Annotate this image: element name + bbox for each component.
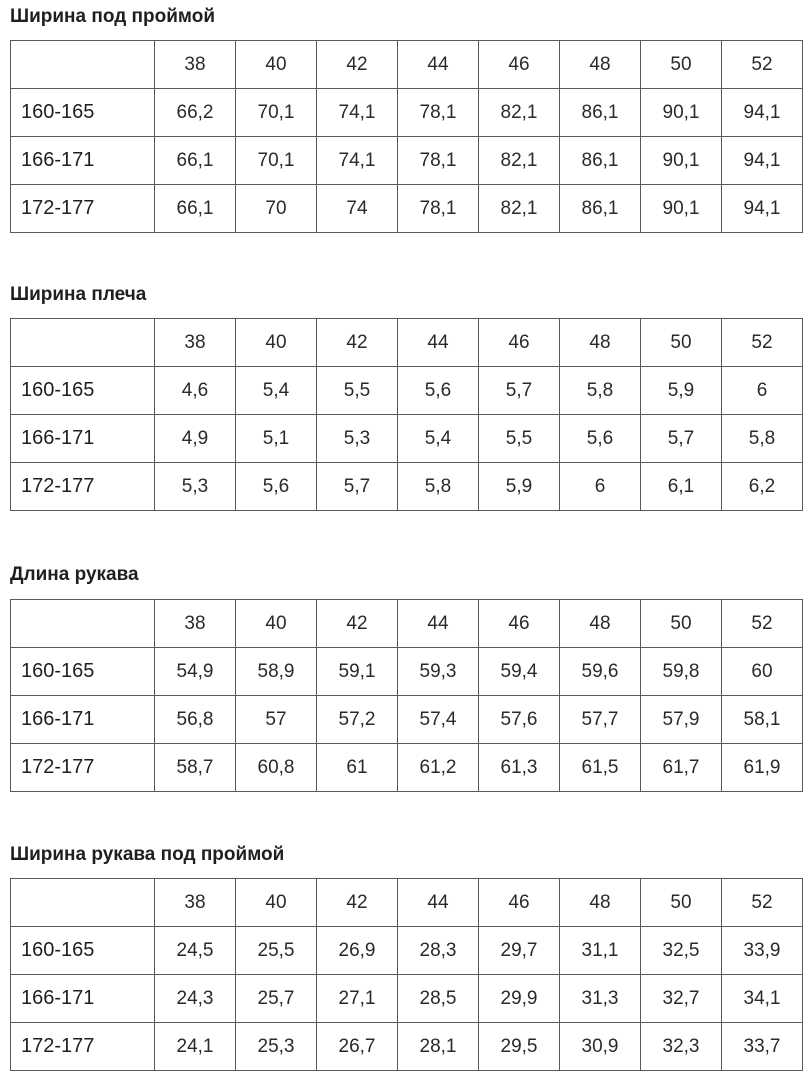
value-cell: 86,1 [560, 185, 641, 233]
size-header-cell: 44 [398, 879, 479, 927]
value-cell: 5,7 [479, 367, 560, 415]
value-cell: 78,1 [398, 89, 479, 137]
value-cell: 5,8 [398, 463, 479, 511]
size-header-cell: 46 [479, 319, 560, 367]
value-cell: 31,3 [560, 975, 641, 1023]
value-cell: 82,1 [479, 89, 560, 137]
size-header-cell: 52 [722, 319, 803, 367]
value-cell: 74 [317, 185, 398, 233]
value-cell: 5,3 [155, 463, 236, 511]
value-cell: 5,9 [641, 367, 722, 415]
value-cell: 70 [236, 185, 317, 233]
table-row [11, 89, 803, 137]
value-cell: 25,5 [236, 927, 317, 975]
value-cell: 5,8 [722, 415, 803, 463]
section-title-sleeve-width-armhole: Ширина рукава под проймой [10, 844, 285, 865]
table-row [11, 975, 803, 1023]
value-cell: 59,1 [317, 648, 398, 696]
value-cell: 32,3 [641, 1023, 722, 1071]
value-cell: 66,1 [155, 185, 236, 233]
value-cell: 26,9 [317, 927, 398, 975]
value-cell: 5,6 [236, 463, 317, 511]
table-header-row [11, 600, 803, 648]
value-cell: 24,5 [155, 927, 236, 975]
value-cell: 5,9 [479, 463, 560, 511]
value-cell: 5,1 [236, 415, 317, 463]
value-cell: 32,7 [641, 975, 722, 1023]
value-cell: 57,4 [398, 696, 479, 744]
value-cell: 74,1 [317, 137, 398, 185]
section-title-sleeve-length: Длина рукава [10, 564, 139, 585]
value-cell: 59,4 [479, 648, 560, 696]
value-cell: 94,1 [722, 137, 803, 185]
table-row [11, 185, 803, 233]
value-cell: 24,1 [155, 1023, 236, 1071]
value-cell: 90,1 [641, 185, 722, 233]
size-header-cell: 38 [155, 41, 236, 89]
value-cell: 5,5 [317, 367, 398, 415]
value-cell: 54,9 [155, 648, 236, 696]
value-cell: 5,7 [641, 415, 722, 463]
value-cell: 5,8 [560, 367, 641, 415]
value-cell: 57,2 [317, 696, 398, 744]
table-row [11, 1023, 803, 1071]
table-row [11, 696, 803, 744]
table-row [11, 463, 803, 511]
value-cell: 86,1 [560, 89, 641, 137]
value-cell: 5,7 [317, 463, 398, 511]
table-row [11, 137, 803, 185]
value-cell: 57,9 [641, 696, 722, 744]
size-header-cell: 40 [236, 41, 317, 89]
value-cell: 34,1 [722, 975, 803, 1023]
section-title-shoulder-width: Ширина плеча [10, 284, 147, 305]
size-header-cell: 46 [479, 879, 560, 927]
value-cell: 74,1 [317, 89, 398, 137]
value-cell: 57,7 [560, 696, 641, 744]
value-cell: 61,7 [641, 744, 722, 792]
size-header-cell: 46 [479, 600, 560, 648]
value-cell: 82,1 [479, 185, 560, 233]
value-cell: 30,9 [560, 1023, 641, 1071]
height-range-label: 172-177 [11, 1023, 155, 1071]
value-cell: 66,1 [155, 137, 236, 185]
height-range-label: 166-171 [11, 696, 155, 744]
size-header-cell: 42 [317, 319, 398, 367]
size-header-cell: 42 [317, 879, 398, 927]
size-header-cell: 50 [641, 600, 722, 648]
value-cell: 94,1 [722, 185, 803, 233]
size-table-sleeve-width-armhole [10, 878, 803, 1071]
size-header-cell: 44 [398, 600, 479, 648]
size-header-cell: 48 [560, 879, 641, 927]
value-cell: 59,3 [398, 648, 479, 696]
value-cell: 32,5 [641, 927, 722, 975]
table-header-row [11, 879, 803, 927]
value-cell: 82,1 [479, 137, 560, 185]
size-header-cell: 52 [722, 879, 803, 927]
value-cell: 56,8 [155, 696, 236, 744]
size-header-cell: 48 [560, 41, 641, 89]
value-cell: 28,3 [398, 927, 479, 975]
height-range-label: 166-171 [11, 975, 155, 1023]
value-cell: 5,6 [560, 415, 641, 463]
value-cell: 33,9 [722, 927, 803, 975]
size-table-shoulder-width [10, 318, 803, 511]
table-row [11, 648, 803, 696]
value-cell: 58,1 [722, 696, 803, 744]
value-cell: 94,1 [722, 89, 803, 137]
value-cell: 57,6 [479, 696, 560, 744]
size-header-cell: 46 [479, 41, 560, 89]
size-header-cell: 42 [317, 41, 398, 89]
value-cell: 66,2 [155, 89, 236, 137]
value-cell: 90,1 [641, 89, 722, 137]
header-corner-cell [11, 600, 155, 648]
size-header-cell: 44 [398, 41, 479, 89]
size-header-cell: 50 [641, 319, 722, 367]
height-range-label: 166-171 [11, 415, 155, 463]
value-cell: 78,1 [398, 185, 479, 233]
value-cell: 6 [560, 463, 641, 511]
value-cell: 29,9 [479, 975, 560, 1023]
value-cell: 61,3 [479, 744, 560, 792]
section-title-armhole-width: Ширина под проймой [10, 6, 216, 27]
value-cell: 5,4 [236, 367, 317, 415]
size-table-armhole-width [10, 40, 803, 233]
value-cell: 29,5 [479, 1023, 560, 1071]
size-header-cell: 40 [236, 319, 317, 367]
table-header-row [11, 41, 803, 89]
height-range-label: 172-177 [11, 463, 155, 511]
height-range-label: 160-165 [11, 648, 155, 696]
table-row [11, 367, 803, 415]
value-cell: 5,5 [479, 415, 560, 463]
header-corner-cell [11, 879, 155, 927]
height-range-label: 172-177 [11, 744, 155, 792]
value-cell: 28,1 [398, 1023, 479, 1071]
value-cell: 59,6 [560, 648, 641, 696]
size-header-cell: 52 [722, 41, 803, 89]
value-cell: 70,1 [236, 137, 317, 185]
value-cell: 25,3 [236, 1023, 317, 1071]
table-row [11, 927, 803, 975]
value-cell: 6 [722, 367, 803, 415]
value-cell: 5,4 [398, 415, 479, 463]
value-cell: 61 [317, 744, 398, 792]
value-cell: 4,9 [155, 415, 236, 463]
value-cell: 4,6 [155, 367, 236, 415]
size-header-cell: 38 [155, 879, 236, 927]
size-header-cell: 40 [236, 600, 317, 648]
size-header-cell: 40 [236, 879, 317, 927]
value-cell: 61,2 [398, 744, 479, 792]
size-header-cell: 48 [560, 600, 641, 648]
size-header-cell: 48 [560, 319, 641, 367]
value-cell: 31,1 [560, 927, 641, 975]
size-header-cell: 42 [317, 600, 398, 648]
table-row [11, 744, 803, 792]
table-header-row [11, 319, 803, 367]
value-cell: 26,7 [317, 1023, 398, 1071]
value-cell: 24,3 [155, 975, 236, 1023]
value-cell: 57 [236, 696, 317, 744]
value-cell: 6,1 [641, 463, 722, 511]
height-range-label: 166-171 [11, 137, 155, 185]
value-cell: 86,1 [560, 137, 641, 185]
value-cell: 29,7 [479, 927, 560, 975]
value-cell: 33,7 [722, 1023, 803, 1071]
size-header-cell: 50 [641, 41, 722, 89]
value-cell: 5,3 [317, 415, 398, 463]
size-header-cell: 38 [155, 600, 236, 648]
value-cell: 25,7 [236, 975, 317, 1023]
value-cell: 78,1 [398, 137, 479, 185]
height-range-label: 172-177 [11, 185, 155, 233]
value-cell: 90,1 [641, 137, 722, 185]
header-corner-cell [11, 319, 155, 367]
value-cell: 61,5 [560, 744, 641, 792]
height-range-label: 160-165 [11, 927, 155, 975]
height-range-label: 160-165 [11, 89, 155, 137]
value-cell: 70,1 [236, 89, 317, 137]
value-cell: 5,6 [398, 367, 479, 415]
size-header-cell: 44 [398, 319, 479, 367]
value-cell: 59,8 [641, 648, 722, 696]
value-cell: 58,9 [236, 648, 317, 696]
size-header-cell: 50 [641, 879, 722, 927]
size-table-sleeve-length [10, 599, 803, 792]
size-header-cell: 52 [722, 600, 803, 648]
value-cell: 60 [722, 648, 803, 696]
header-corner-cell [11, 41, 155, 89]
value-cell: 61,9 [722, 744, 803, 792]
height-range-label: 160-165 [11, 367, 155, 415]
size-header-cell: 38 [155, 319, 236, 367]
value-cell: 58,7 [155, 744, 236, 792]
value-cell: 6,2 [722, 463, 803, 511]
value-cell: 28,5 [398, 975, 479, 1023]
table-row [11, 415, 803, 463]
value-cell: 60,8 [236, 744, 317, 792]
value-cell: 27,1 [317, 975, 398, 1023]
